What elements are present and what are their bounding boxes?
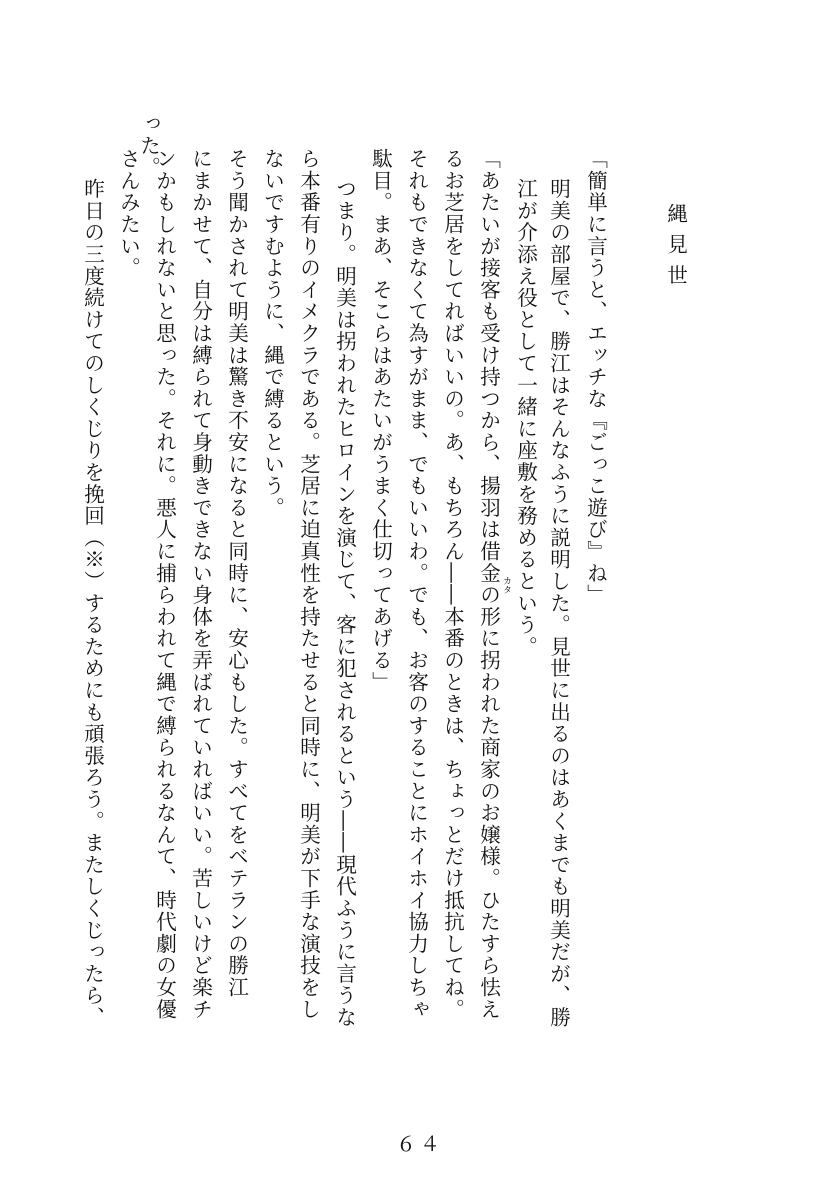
text-column-15: さんみたい。 <box>116 148 141 279</box>
text-column-3: 江が介添え役として一緒に座敷を務めるという。 <box>513 178 538 658</box>
text-column-4: 「簡単に言うと、エッチな『ごっこ遊び』ね」 <box>583 148 608 606</box>
text-column-13: にまかせて、自分は縛られて身動きできない身体を弄ばれていればいい。苦しいけど楽チ <box>188 148 213 1020</box>
page-number: ６４ <box>396 1132 444 1156</box>
text-column-16: 昨日の三度続けてのしくじりを挽回（※）するためにも頑張ろう。またしくじったら、 <box>80 178 105 1029</box>
text-column-1: った。 <box>136 113 161 179</box>
text-column-7: それもできなくて為すがまま、でもいいわ。でも、お客のすることにホイホイ協力しちゃ <box>404 148 429 1020</box>
text-column-10: ら本番有りのイメクラである。芝居に迫真性を持たせると同時に、明美が下手な演技をし <box>296 148 321 1020</box>
text-column-8: 駄目。まあ、そこらはあたいがうまく仕切ってあげる」 <box>368 148 393 693</box>
text-column-11: ないですむように、縄で縛るという。 <box>260 148 285 519</box>
text-column-14: ンかもしれないと思った。それに。悪人に捕らわれて縄で縛られるなんて、時代劇の女優 <box>152 148 177 1020</box>
text-column-2: 明美の部屋で、勝江はそんなふうに説明した。見世に出るのはあくまでも明美だが、勝 <box>546 178 571 1029</box>
text-column-9: つまり。明美は拐われたヒロインを演じて、客に犯されるという――現代ふうに言うな <box>332 178 357 1029</box>
text-column-12: そう聞かされて明美は驚き不安になると同時に、安心もした。すべてをベテランの勝江 <box>224 148 249 999</box>
text-column-6: るお芝居をしてればいいの。あ、もちろん――本番のときは、ちょっとだけ抵抗してね。 <box>440 148 465 1020</box>
ruby-annotation: カタ <box>501 576 511 594</box>
text-column-5: 「あたいが接客も受け持つから、揚羽は借金の形に拐われた商家のお嬢様。ひたすら怯え <box>476 148 501 1020</box>
section-heading: 縄見世 <box>663 203 688 295</box>
